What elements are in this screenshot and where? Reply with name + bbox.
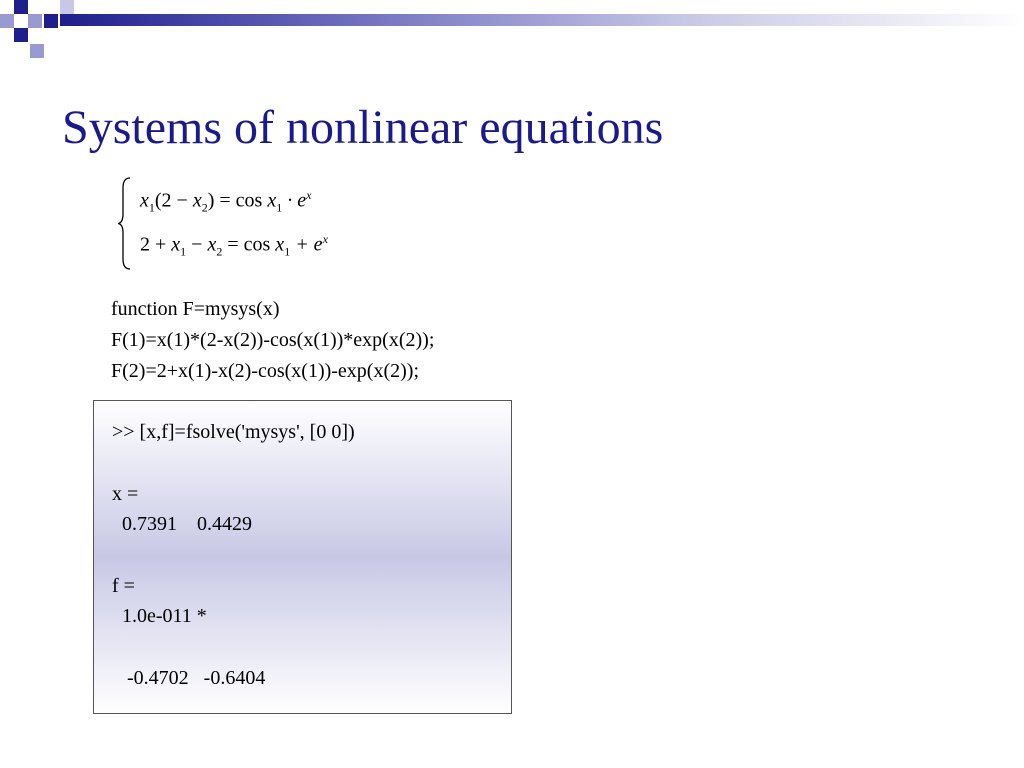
output-x-values: 0.7391 0.4429 bbox=[112, 513, 252, 535]
eq1-sub-3: 1 bbox=[276, 200, 283, 215]
eq2-sub-3: 1 bbox=[284, 244, 291, 259]
eq2-lead: 2 + bbox=[140, 233, 172, 256]
output-f-values: -0.4702 -0.6404 bbox=[112, 667, 266, 689]
output-x-label: x = bbox=[112, 483, 139, 505]
eq2-sub-2: 2 bbox=[216, 244, 223, 259]
eq2-var-x1: x bbox=[171, 233, 181, 256]
eq2-minus: − bbox=[186, 233, 208, 256]
eq1-var-x1: x bbox=[140, 189, 149, 212]
corner-square-6 bbox=[30, 44, 44, 58]
corner-square-1 bbox=[14, 0, 28, 14]
eq2-var-x3: x bbox=[275, 233, 285, 256]
eq1-exp-base: · e bbox=[282, 189, 307, 212]
eq1-sub-1: 1 bbox=[148, 200, 155, 215]
code-line: F(2)=2+x(1)-x(2)-cos(x(1))-exp(x(2)); bbox=[111, 360, 419, 382]
output-f-scale: 1.0e-011 * bbox=[112, 605, 207, 627]
header-gradient-bar bbox=[60, 14, 1024, 26]
corner-square-3 bbox=[28, 14, 42, 28]
code-line: F(1)=x(1)*(2-x(2))-cos(x(1))*exp(x(2)); bbox=[111, 329, 435, 351]
eq2-exponent: x bbox=[322, 232, 328, 246]
corner-square-5 bbox=[14, 28, 28, 42]
eq1-var-x3: x bbox=[267, 189, 277, 212]
function-code bbox=[111, 294, 434, 387]
equation-2 bbox=[140, 232, 328, 260]
equation-1 bbox=[140, 188, 311, 216]
output-f-label: f = bbox=[112, 575, 135, 597]
eq1-sub-2: 2 bbox=[201, 200, 208, 215]
command-output-box bbox=[93, 400, 512, 714]
eq2-exp-base: + e bbox=[290, 233, 323, 256]
corner-square-7 bbox=[60, 0, 74, 14]
eq1-exponent: x bbox=[306, 188, 312, 202]
left-brace-icon bbox=[116, 176, 134, 271]
corner-square-4 bbox=[44, 14, 58, 28]
eq1-rhs: ) = cos bbox=[207, 189, 268, 212]
slide-title: Systems of nonlinear equations bbox=[62, 101, 664, 154]
eq1-mid: (2 − bbox=[154, 189, 193, 212]
eq2-var-x2: x bbox=[207, 233, 217, 256]
output-command: >> [x,f]=fsolve('mysys', [0 0]) bbox=[112, 421, 355, 443]
eq2-sub-1: 1 bbox=[180, 244, 187, 259]
corner-square-2 bbox=[0, 14, 14, 28]
eq1-var-x2: x bbox=[192, 189, 202, 212]
eq2-rhs: = cos bbox=[222, 233, 276, 256]
code-line: function F=mysys(x) bbox=[111, 298, 280, 320]
equation-system bbox=[116, 176, 376, 271]
